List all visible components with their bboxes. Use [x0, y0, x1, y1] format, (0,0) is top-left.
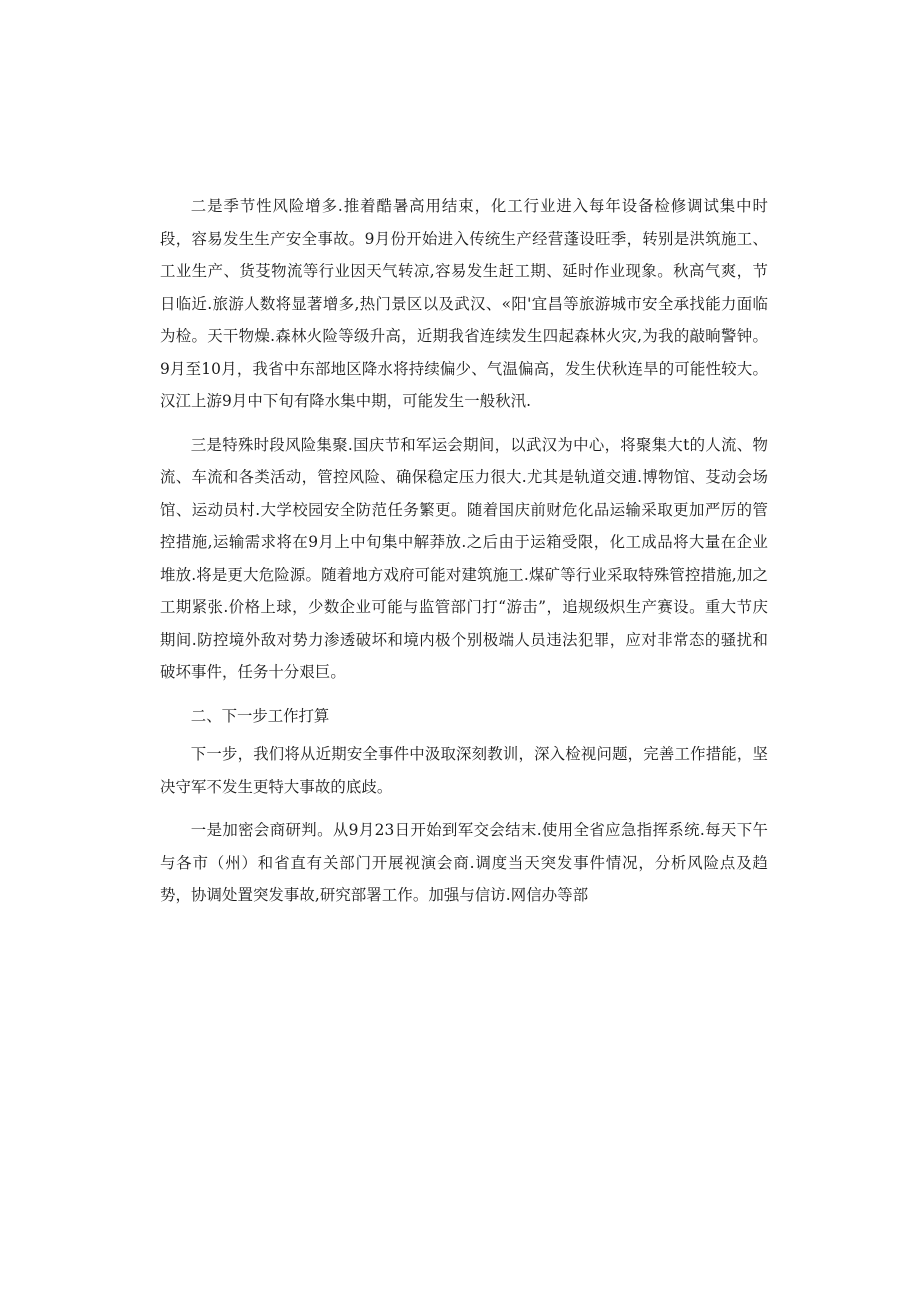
- paragraph-consultation: 一是加密会商研判。从9月23日开始到军交会结末.使用全省应急指挥系统.每天下午与各市（州）和省直有关部门开展视演会商.调度当天突发事件情况，分析风险点及趋势，协调处置突发事故,研究部署工作。加强与信访.网信办等部: [160, 821, 768, 904]
- document-body: [160, 190, 768, 923]
- paragraph-special-period-risk: 三是特殊时段风险集聚.国庆节和军运会期间，以武汉为中心，将聚集大t的人流、物流、车流和各类活动，管控风险、确保稳定压力很大.尤其是轨道交逋.博物馆、芟动会场馆、运动员村.大学校园安全防范任务繁更。随着国庆前财危化品运输采取更加严厉的管控措施,运输需求将在9月上中旬集中解莽放.之后由于运箱受限，化工成品将大量在企业堆放.将是更大危险源。随着地方戏府可能对建筑施工.煤矿等行业采取特殊管控措施,加之工期紧张.价格上球，少数企业可能与监管部门打“游击”，追规级炽生产赛设。重大节庆期间.防控境外敌对势力渗透破坏和境内极个别极端人员违法犯罪，应对非常态的骚扰和破坏事件，任务十分艰巨。: [160, 435, 768, 681]
- paragraph-next-steps-intro: 下一步，我们将从近期安全事件中汲取深刻教训，深入检视问题，完善工作措能，坚决守军不发生更特大事故的底歧。: [160, 745, 768, 796]
- section-heading-next-steps: 二、下一步工作打算: [190, 706, 330, 725]
- paragraph-seasonal-risk: 二是季节性风险增多.推着酷暑高用结束，化工行业进入每年设备检修调试集中时段，容易发生生产安全事故。9月份开始进入传统生产经营蓬设旺季，转别是洪筑施工、工业生产、货芟物流等行业因天气转凉,容易发生赶工期、延时作业现象。秋高气爽，节日临近.旅游人数将显著增多,热门景区以及武汉、«阳'宜昌等旅游城市安全承找能力面临为检。天干物燥.森林火险等级升高，近期我省连续发生四起森林火灾,为我的敲晌警钟。9月至10月，我省中东部地区降水将持续偏少、气温偏高，发生伏秋连旱的可能性较大。汉江上游9月中下旬有降水集中期，可能发生一般秋汛.: [160, 197, 768, 410]
